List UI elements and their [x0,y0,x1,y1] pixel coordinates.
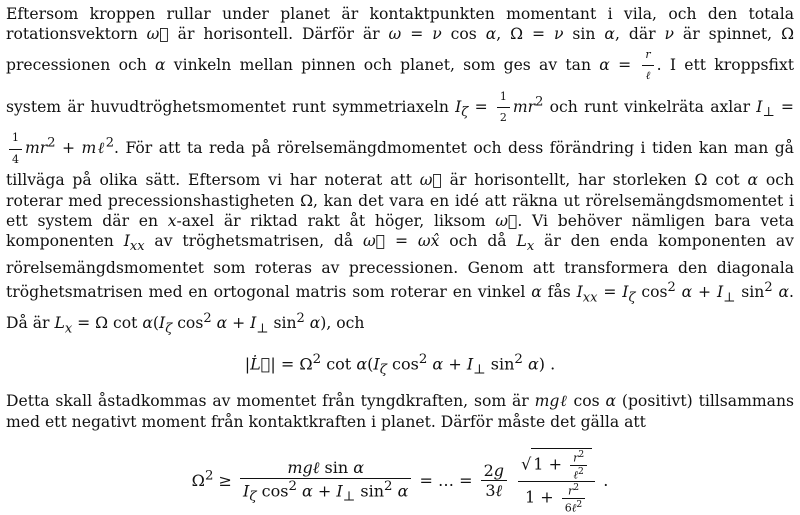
equation-2: $\Omega^2$ ≥ $\frac{\text{mgℓ sin α}}{I_\zeta \cos^2 \alpha + I_\perp \sin^2 \alpha}$ = … = $\frac{2g}{\text{3ℓ}}$ √ 1 + $\frac{r^2}{\ell^2}$ 1 + $\frac{r^2}{6\ell^2}$ . [191,449,609,515]
paragraph-1: Eftersom kroppen rullar under planet är kontaktpunkten momentant i vila, och den totala rotationsvektorn ω⃗ är horisontell. Därför är ω = ν cos α, Ω = ν sin α, där ν är spinnet, Ω precessionen och α vinkeln mellan pinnen och planet, som ges av tan α = $\frac{r}{\text{ℓ}}$ . I ett kroppsfixt system är huvudtröghetsmomentet runt symmetriaxeln $I_\zeta$ = $\frac{1}{2}$ $mr^2$ och runt vinkelräta axlar $I_\perp$ = $\frac{1}{4}$ $mr^2$ + mℓ$^2$. För att ta reda på rörelsemängdmomentet och dess förändring i tiden kan man gå tillväga på olika sätt. Eftersom vi har noterat att ω⃗ är horisontellt, har storleken Ω cot α och roterar med precessionshastigheten Ω, kan det vara en idé att räkna ut rörelsemängdsmomentet i ett system där en x-axel är riktad rakt åt höger, liksom ω⃗. Vi behöver nämligen bara veta komponenten $I_{xx}$ av tröghetsmatrisen, då ω⃗ = ωx̂ och då $L_x$ är den enda komponenten av rörelsemängdsmomentet som roteras av precessionen. Genom att transformera den diagonala tröghetsmatrisen med en ortogonal matris som roterar en vinkel α fås $I_{xx} = I_\zeta$ $\cos^2 \alpha + I_\perp$ $\sin^2 \alpha$. Då är $L_x = \Omega$ $\cot \alpha(I_\zeta$ $\cos^2 \alpha + I_\perp$ $\sin^2 \alpha$), och [6,5,795,337]
equation-1: |L̇⃗| = $\Omega^2$ $\cot \alpha(I_\zeta$ $\cos^2 \alpha + I_\perp$ $\sin^2 \alpha$) . [244,351,556,378]
paragraph-2: Detta skall åstadkommas av momentet från tyngdkraften, som är mgℓ cos α (positivt) tillsammans med ett negativt moment från kontaktkraften i planet. Därför måste det gälla att [6,392,795,431]
